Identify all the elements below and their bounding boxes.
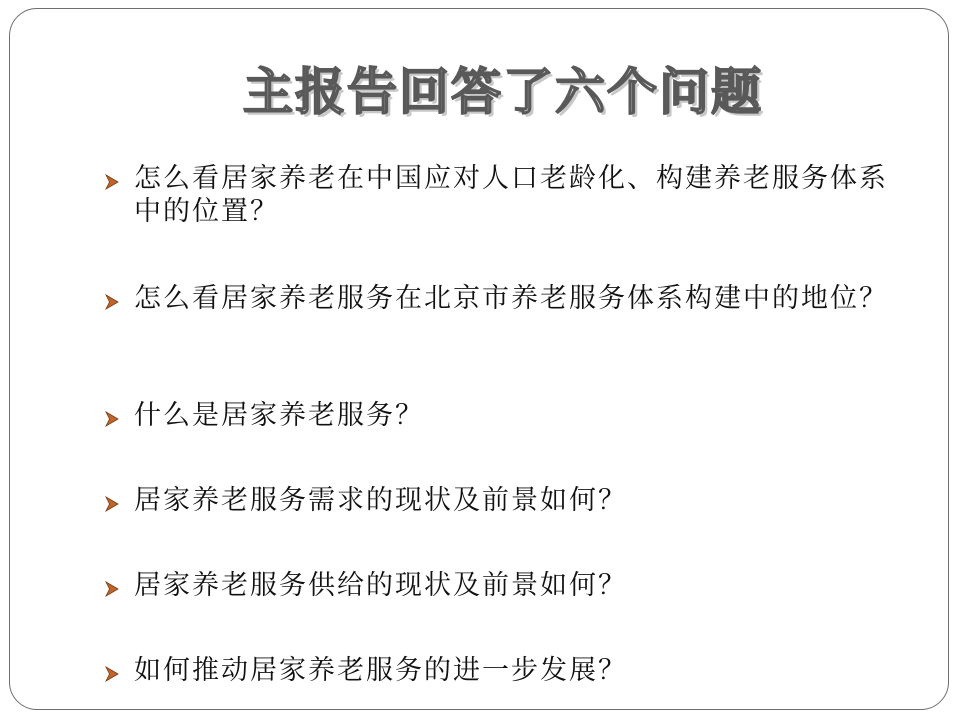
bullet-text: 如何推动居家养老服务的进一步发展？ — [134, 655, 627, 686]
bullet-text: 什么是居家养老服务？ — [134, 400, 424, 431]
arrow-bullet-icon — [104, 294, 120, 310]
bullet-text: 怎么看居家养老服务在北京市养老服务体系构建中的地位？ — [134, 283, 888, 314]
bullet-item — [104, 399, 914, 432]
arrow-bullet-icon — [104, 666, 120, 682]
bullet-text: 怎么看居家养老在中国应对人口老龄化、构建养老服务体系中的位置？ — [134, 163, 888, 227]
slide-title: 主报告回答了六个问题 — [243, 63, 763, 121]
arrow-bullet-icon — [104, 411, 120, 427]
bullet-item — [104, 484, 914, 517]
bullet-text: 居家养老服务需求的现状及前景如何？ — [134, 485, 627, 516]
bullet-item — [104, 162, 914, 228]
bullet-item — [104, 654, 914, 687]
bullet-item — [104, 282, 914, 315]
arrow-bullet-icon — [104, 581, 120, 597]
bullet-item — [104, 569, 914, 602]
arrow-bullet-icon — [104, 496, 120, 512]
bullet-text: 居家养老服务供给的现状及前景如何？ — [134, 570, 627, 601]
arrow-bullet-icon — [104, 174, 120, 190]
